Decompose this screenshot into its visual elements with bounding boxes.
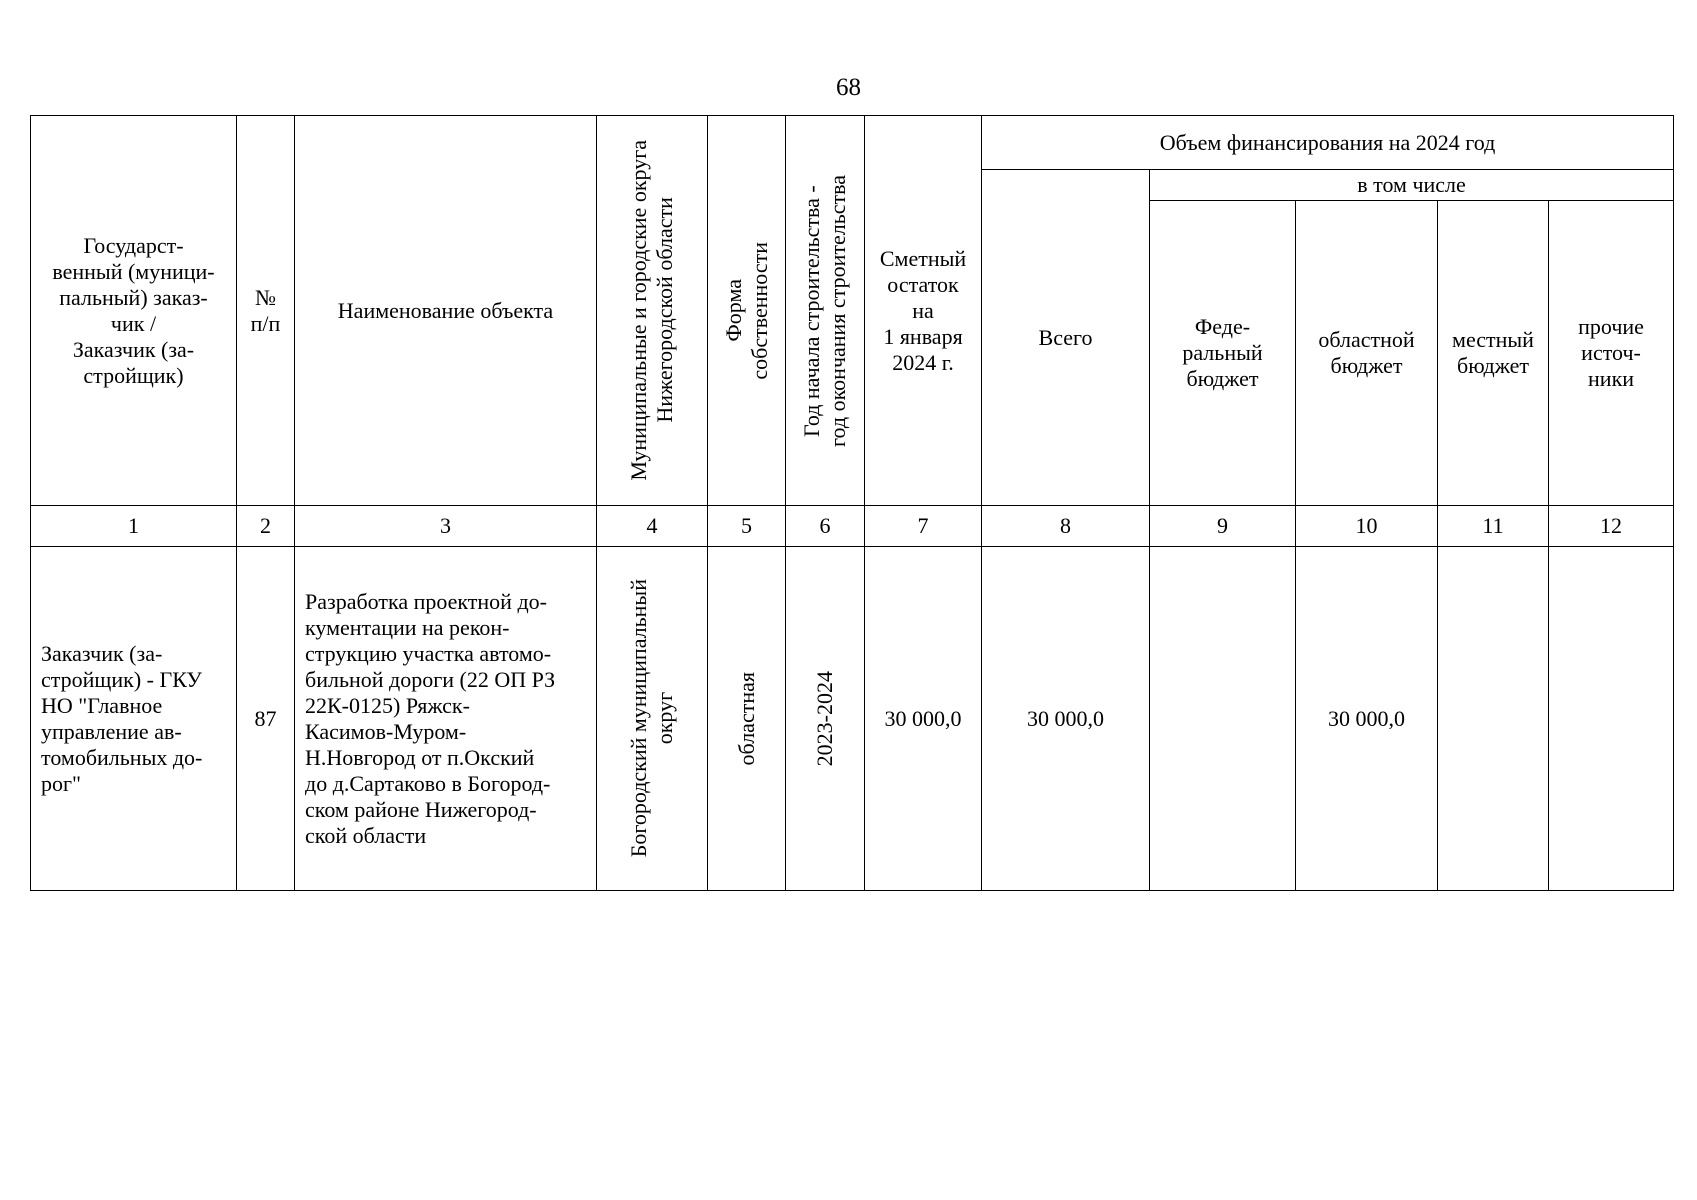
page-number: 68 [836, 74, 861, 101]
row-local [1438, 547, 1549, 891]
header-financing-title: Объем финансирования на 2024 год [982, 116, 1674, 170]
column-number: 8 [982, 506, 1150, 547]
header-federal: Феде- ральный бюджет [1150, 201, 1296, 506]
row-ownership: областная [708, 547, 786, 891]
header-ownership: Форма собственности [708, 116, 786, 506]
header-including: в том числе [1150, 170, 1674, 201]
column-number: 1 [31, 506, 237, 547]
header-estimate: Сметный остаток на 1 января 2024 г. [865, 116, 982, 506]
column-number: 4 [597, 506, 708, 547]
header-customer: Государст- венный (муници- пальный) заказ- чик / Заказчик (за- стройщик) [31, 116, 237, 506]
row-object-name: Разработка проектной до- кументации на рекон- струкцию участка автомо- бильной дороги (22 ОП РЗ 22К-0125) Ряжск- Касимов-Муром- Н.Новгород от п.Окский до д.Сартаково в Богород- ском районе Нижегород- ской области [295, 547, 597, 891]
column-number: 7 [865, 506, 982, 547]
row-customer: Заказчик (за- стройщик) - ГКУ НО "Главное управление ав- томобильных до- рог" [31, 547, 237, 891]
row-years: 2023-2024 [786, 547, 865, 891]
row-federal [1150, 547, 1296, 891]
header-object-name: Наименование объекта [295, 116, 597, 506]
row-other [1549, 547, 1674, 891]
column-numbers-row [31, 506, 1674, 547]
header-regional: областной бюджет [1296, 201, 1438, 506]
header-municipality: Муниципальные и городские округа Нижегородской области [597, 116, 708, 506]
header-local: местный бюджет [1438, 201, 1549, 506]
financing-table [30, 115, 1674, 891]
row-estimate: 30 000,0 [865, 547, 982, 891]
column-number: 3 [295, 506, 597, 547]
header-number: № п/п [237, 116, 295, 506]
header-years: Год начала строительства - год окончания строительства [786, 116, 865, 506]
column-number: 11 [1438, 506, 1549, 547]
table-row [31, 547, 1674, 891]
header-other: прочие источ- ники [1549, 201, 1674, 506]
column-number: 5 [708, 506, 786, 547]
row-regional: 30 000,0 [1296, 547, 1438, 891]
column-number: 12 [1549, 506, 1674, 547]
column-number: 2 [237, 506, 295, 547]
column-number: 9 [1150, 506, 1296, 547]
column-number: 6 [786, 506, 865, 547]
header-total: Всего [982, 170, 1150, 506]
row-total: 30 000,0 [982, 547, 1150, 891]
row-number: 87 [237, 547, 295, 891]
row-municipality: Богородский муниципальный округ [597, 547, 708, 891]
column-number: 10 [1296, 506, 1438, 547]
